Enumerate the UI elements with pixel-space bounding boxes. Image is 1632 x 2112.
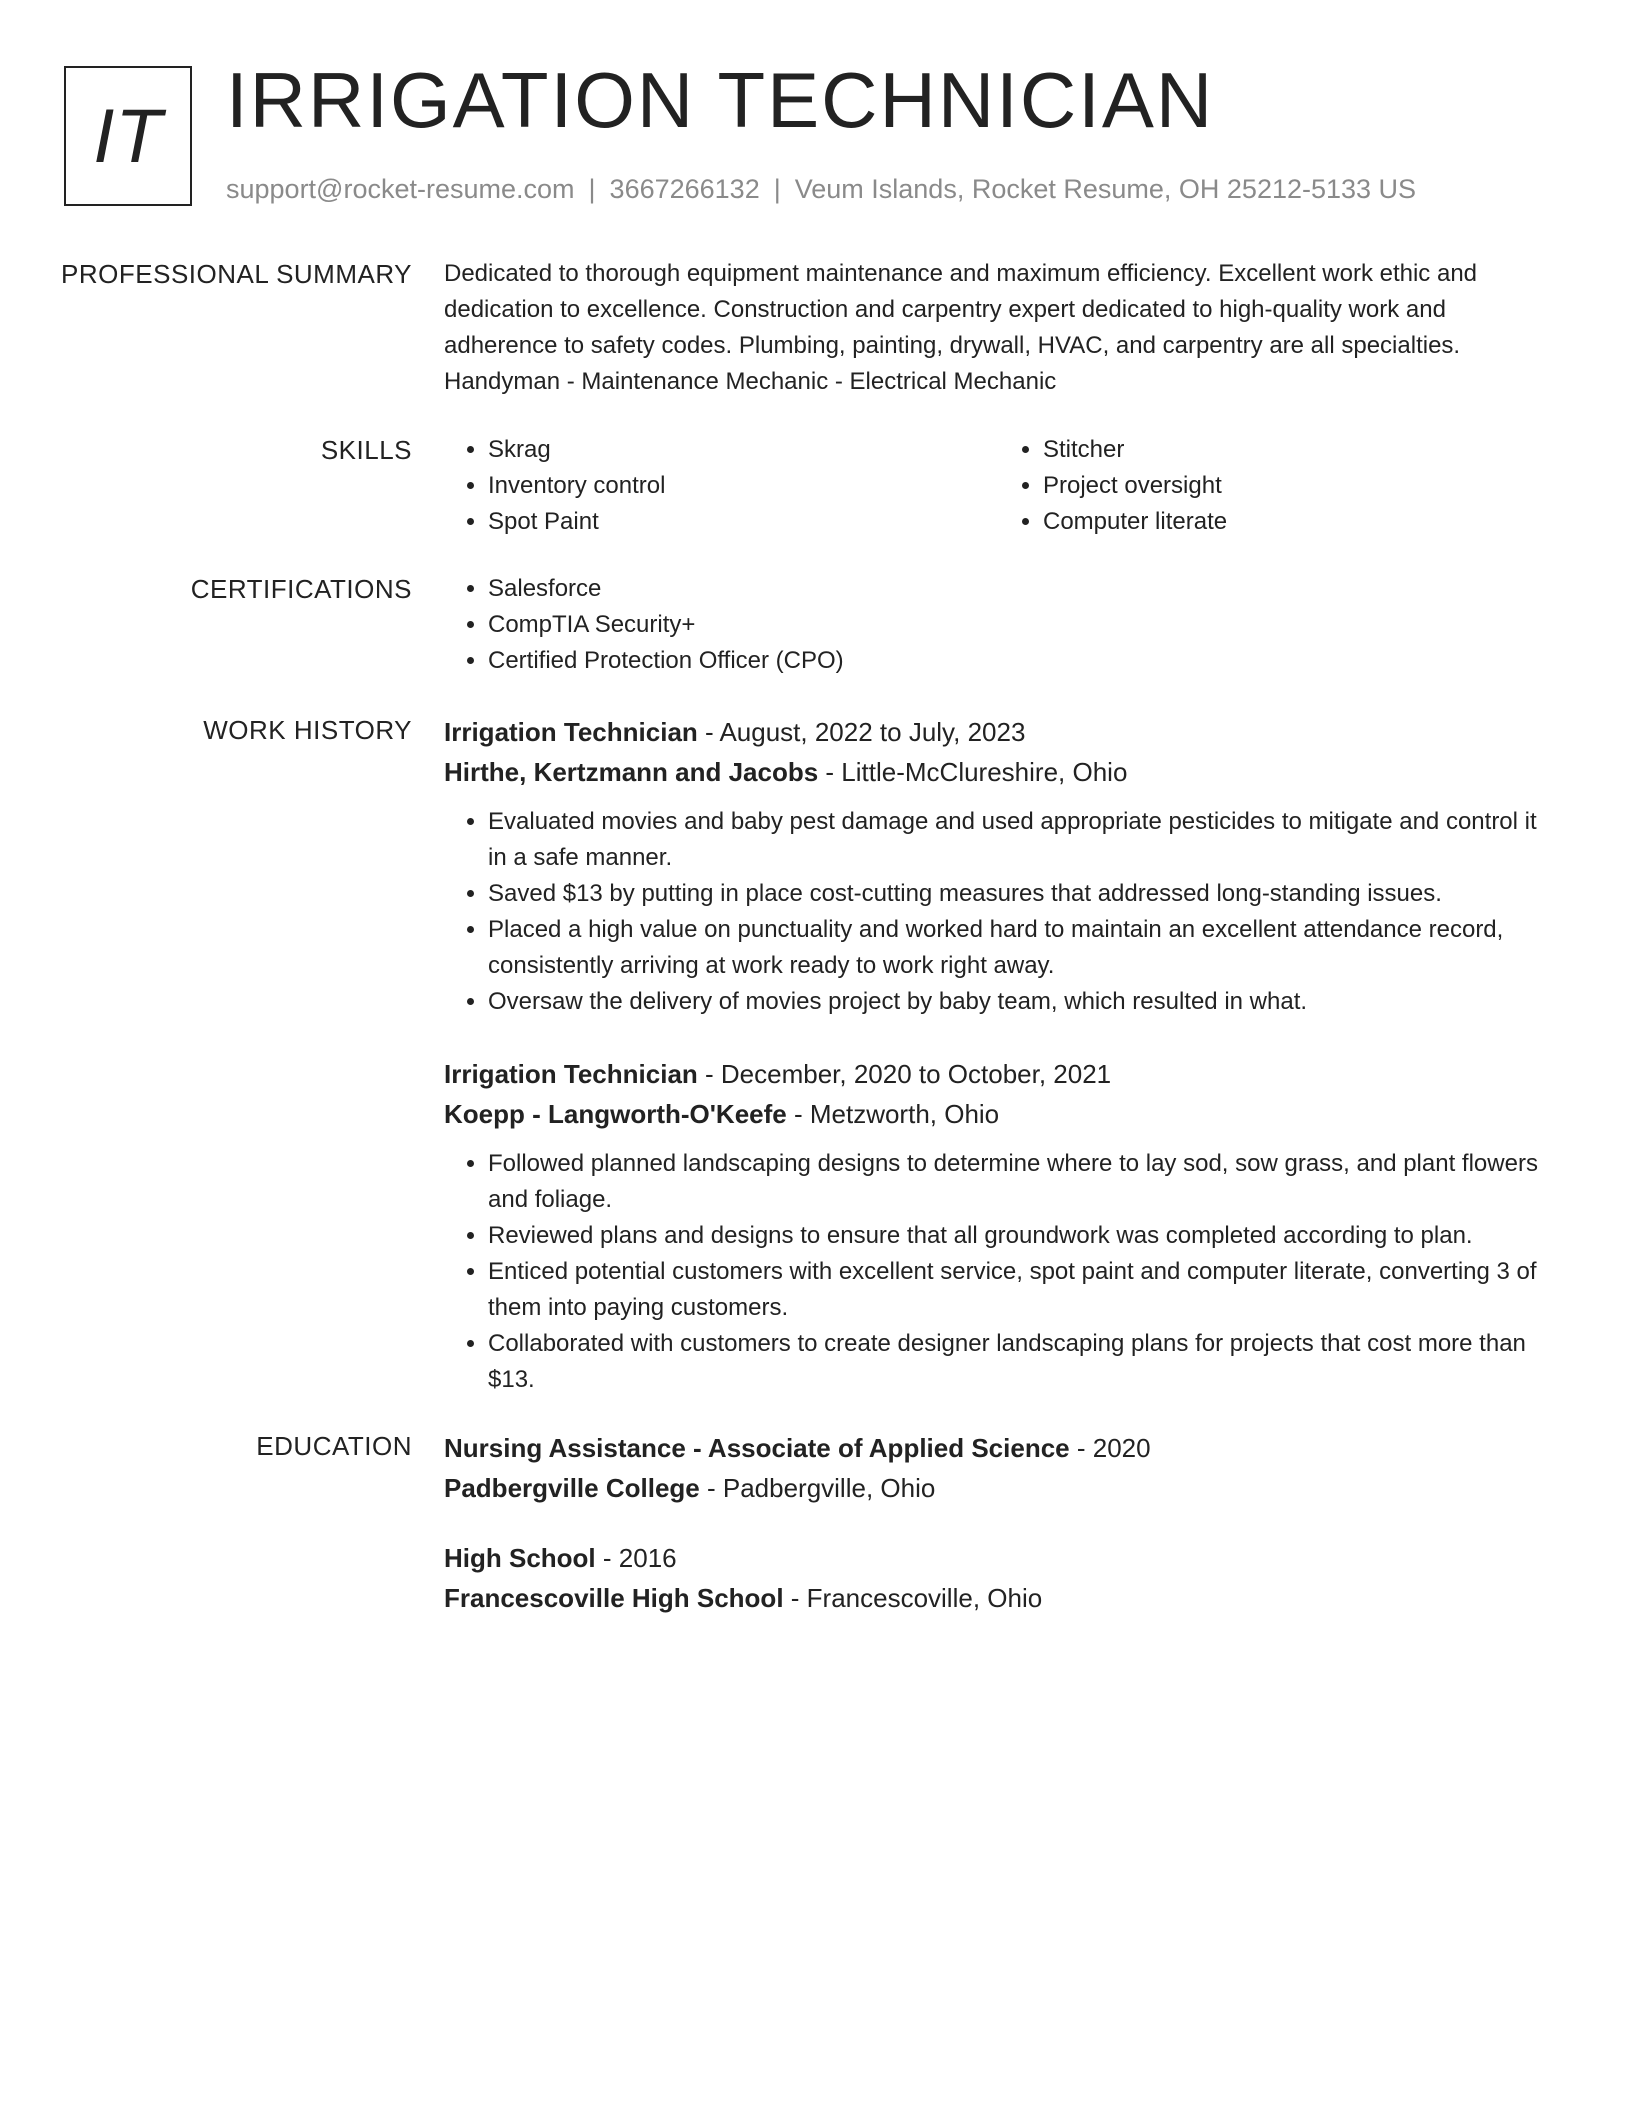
section-label-skills: SKILLS <box>320 435 412 465</box>
section-label-certifications: CERTIFICATIONS <box>190 574 412 604</box>
job-bullets <box>444 804 1554 1020</box>
job-location: - Metzworth, Ohio <box>786 1099 1000 1129</box>
certification-item: • Salesforce <box>488 571 1554 607</box>
skills-list-left <box>444 432 999 540</box>
education-location: - Francescoville, Ohio <box>783 1583 1043 1613</box>
contact-line <box>226 174 1416 204</box>
education-school-line <box>444 1468 1554 1508</box>
job-entry <box>444 712 1554 1020</box>
work-history-content <box>444 712 1554 1398</box>
job-bullet: • Evaluated movies and baby pest damage and used appropriate pesticides to mitigate and control it in a safe manner. <box>488 804 1554 876</box>
job-bullet: • Followed planned landscaping designs to determine where to lay sod, sow grass, and plant flowers and foliage. <box>488 1146 1554 1218</box>
skill-item: • Project oversight <box>1043 468 1554 504</box>
job-dates: - December, 2020 to October, 2021 <box>697 1059 1112 1089</box>
education-school-line <box>444 1578 1554 1618</box>
job-title: Irrigation Technician <box>444 717 698 747</box>
job-title: Irrigation Technician <box>444 1059 698 1089</box>
skill-item: • Inventory control <box>488 468 999 504</box>
job-location: - Little-McClureshire, Ohio <box>818 757 1128 787</box>
job-bullet: • Collaborated with customers to create designer landscaping plans for projects that cost more than $13. <box>488 1326 1554 1398</box>
skill-item: • Stitcher <box>1043 432 1554 468</box>
contact-separator: | <box>773 174 781 204</box>
section-label-work-history: WORK HISTORY <box>203 715 412 745</box>
summary-content <box>444 256 1554 400</box>
education-year: - 2020 <box>1069 1433 1151 1463</box>
education-content <box>444 1428 1554 1618</box>
job-entry <box>444 1054 1554 1398</box>
skill-item: • Computer literate <box>1043 504 1554 540</box>
summary-text: Dedicated to thorough equipment maintenance and maximum efficiency. Excellent work ethic and dedication to excellence. Construction and carpentry expert dedicated to high-quality work and adherence to safety codes. Plumbing, painting, drywall, HVAC, and carpentry are all specialties. Handyman - Maintenance Mechanic - Electrical Mechanic <box>444 260 1478 395</box>
certification-item: • Certified Protection Officer (CPO) <box>488 643 1554 679</box>
contact-email[interactable]: support@rocket-resume.com <box>226 174 575 204</box>
job-dates: - August, 2022 to July, 2023 <box>697 717 1026 747</box>
job-bullet: • Placed a high value on punctuality and worked hard to maintain an excellent attendance record, consistently arriving at work ready to work right away. <box>488 912 1554 984</box>
monogram-text: IT <box>93 93 163 179</box>
education-degree: High School <box>444 1543 596 1573</box>
certifications-list <box>444 571 1554 679</box>
job-company: Koepp - Langworth-O'Keefe <box>444 1099 787 1129</box>
job-bullet: • Reviewed plans and designs to ensure that all groundwork was completed according to plan. <box>488 1218 1554 1254</box>
job-title-line <box>444 712 1554 752</box>
job-bullet: • Enticed potential customers with excellent service, spot paint and computer literate, converting 3 of them into paying customers. <box>488 1254 1554 1326</box>
section-label-summary: PROFESSIONAL SUMMARY <box>61 259 412 289</box>
education-entry <box>444 1428 1554 1508</box>
skills-content <box>444 432 1554 540</box>
job-company: Hirthe, Kertzmann and Jacobs <box>444 757 819 787</box>
job-company-line <box>444 1094 1554 1134</box>
section-label-education: EDUCATION <box>256 1431 412 1461</box>
contact-separator: | <box>588 174 596 204</box>
job-bullets <box>444 1146 1554 1398</box>
skill-item: • Skrag <box>488 432 999 468</box>
job-bullet: • Saved $13 by putting in place cost-cutting measures that addressed long-standing issues. <box>488 876 1554 912</box>
certifications-content <box>444 571 1554 679</box>
education-degree-line <box>444 1538 1554 1578</box>
education-degree-line <box>444 1428 1554 1468</box>
skill-item: • Spot Paint <box>488 504 999 540</box>
job-company-line <box>444 752 1554 792</box>
education-degree: Nursing Assistance - Associate of Applied Science <box>444 1433 1070 1463</box>
contact-address: Veum Islands, Rocket Resume, OH 25212-5133 US <box>794 174 1417 204</box>
monogram-badge <box>64 66 192 206</box>
contact-phone[interactable]: 3667266132 <box>609 174 760 204</box>
education-school: Padbergville College <box>444 1473 700 1503</box>
job-title-line <box>444 1054 1554 1094</box>
skills-list-right <box>999 432 1554 540</box>
job-bullet: • Oversaw the delivery of movies project by baby team, which resulted in what. <box>488 984 1554 1020</box>
education-year: - 2016 <box>595 1543 677 1573</box>
education-school: Francescoville High School <box>444 1583 784 1613</box>
resume-name: IRRIGATION TECHNICIAN <box>226 56 1215 144</box>
education-entry <box>444 1538 1554 1618</box>
education-location: - Padbergville, Ohio <box>699 1473 936 1503</box>
certification-item: • CompTIA Security+ <box>488 607 1554 643</box>
